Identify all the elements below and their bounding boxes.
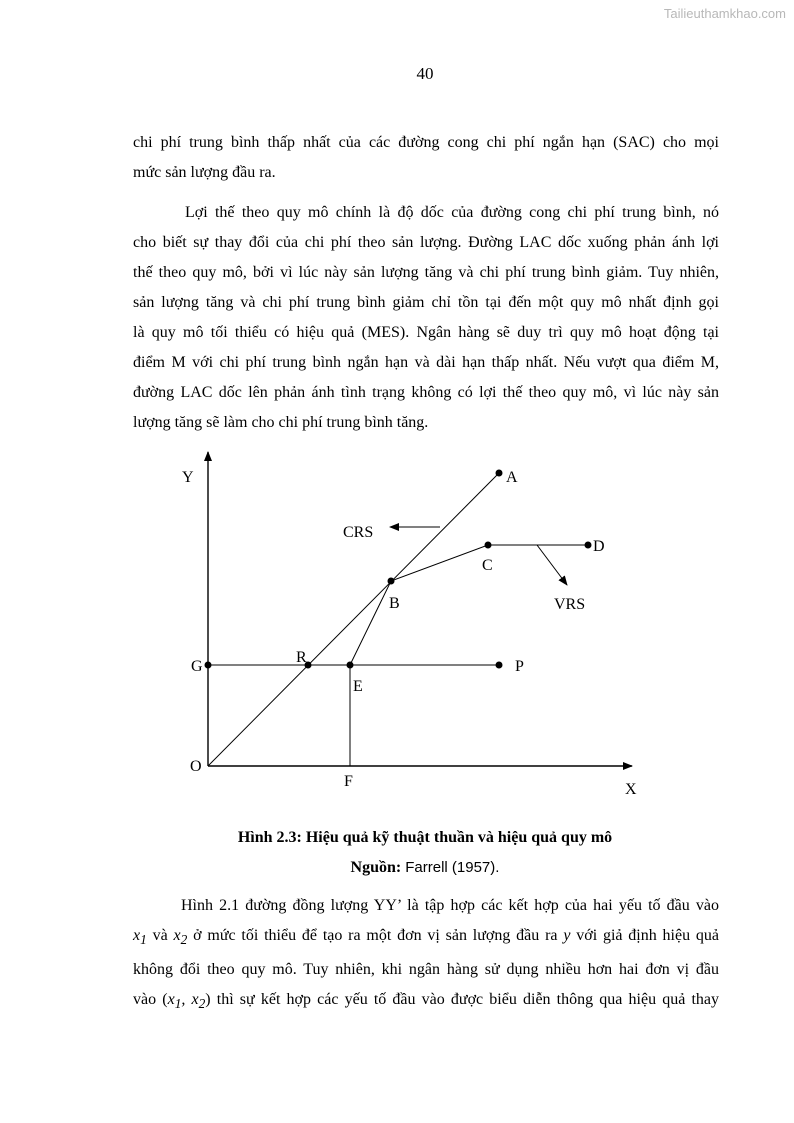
point-d [585, 542, 592, 549]
efficiency-diagram [0, 440, 794, 820]
source-text: Farrell (1957). [405, 859, 500, 876]
label-e: E [353, 678, 363, 695]
text-line: vào ($x_1$, $x_2$) thì sự kết hợp các yếu tố đầu vào được biểu diễn thông qua hiệu quả thay [133, 991, 720, 1012]
label-origin: O [190, 758, 202, 775]
text-line: $x_1$ và $x_2$ ở mức tối thiểu để tạo ra một đơn vị sản lượng đầu ra y với giả định hiệu quả [133, 927, 720, 948]
paragraph-1 [133, 128, 719, 188]
point-b [388, 578, 395, 585]
label-c: C [482, 557, 493, 574]
text-line: mức sản lượng đầu ra. [133, 164, 276, 181]
text-line: thế theo quy mô, bởi vì lúc này sản lượng tăng và chi phí trung bình giảm. Tuy nhiên, [133, 264, 719, 281]
label-b: B [389, 595, 400, 612]
label-f: F [344, 773, 353, 790]
vrs-frontier-line [350, 545, 588, 665]
text-line: sản lượng tăng và chi phí trung bình giảm chỉ tồn tại đến một quy mô nhất định gọi [133, 294, 719, 311]
text-line: Hình 2.1 đường đồng lượng YY’ là tập hợp các kết hợp của hai yếu tố đầu vào [181, 897, 719, 914]
text-line: đường LAC dốc lên phản ánh tình trạng không có lợi thế theo quy mô, vì lúc này sản [133, 384, 719, 401]
watermark: Tailieuthamkhao.com [663, 6, 786, 21]
figure-source [0, 859, 794, 877]
text-line: là quy mô tối thiểu có hiệu quả (MES). Ngân hàng sẽ duy trì quy mô hoạt động tại [133, 324, 719, 341]
label-g: G [191, 658, 203, 675]
source-label: Nguồn: [350, 859, 402, 876]
text-line: điểm M với chi phí trung bình ngắn hạn và dài hạn thấp nhất. Nếu vượt qua điểm M, [133, 354, 719, 371]
label-x-axis: X [625, 781, 637, 798]
point-g [205, 662, 212, 669]
text-line: Lợi thế theo quy mô chính là độ dốc của đường cong chi phí trung bình, nó [185, 204, 719, 221]
label-r: R [296, 649, 307, 666]
label-vrs: VRS [554, 596, 586, 613]
point-p [496, 662, 503, 669]
label-a: A [506, 469, 518, 486]
page-number: 40 [416, 64, 434, 83]
point-a [496, 470, 503, 477]
text-line: cho biết sự thay đổi của chi phí theo sản lượng. Đường LAC dốc xuống phản ánh lợi [133, 234, 719, 251]
paragraph-3 [133, 891, 719, 1019]
text-line: lượng tăng sẽ làm cho chi phí trung bình tăng. [133, 414, 429, 431]
paragraph-2 [133, 198, 719, 438]
label-y-axis: Y [182, 469, 194, 486]
label-crs: CRS [343, 524, 374, 541]
text-line: chi phí trung bình thấp nhất của các đường cong chi phí ngắn hạn (SAC) cho mọi [133, 134, 719, 151]
figure-caption: Hình 2.3: Hiệu quả kỹ thuật thuần và hiệu quả quy mô [237, 829, 613, 846]
vrs-arrow [537, 545, 567, 585]
label-p: P [515, 658, 524, 675]
point-e [347, 662, 354, 669]
crs-frontier-line [208, 473, 499, 766]
text-line: không đổi theo quy mô. Tuy nhiên, khi ngân hàng sử dụng nhiều hơn hai đơn vị đầu [133, 961, 719, 979]
point-c [485, 542, 492, 549]
label-d: D [593, 538, 605, 555]
